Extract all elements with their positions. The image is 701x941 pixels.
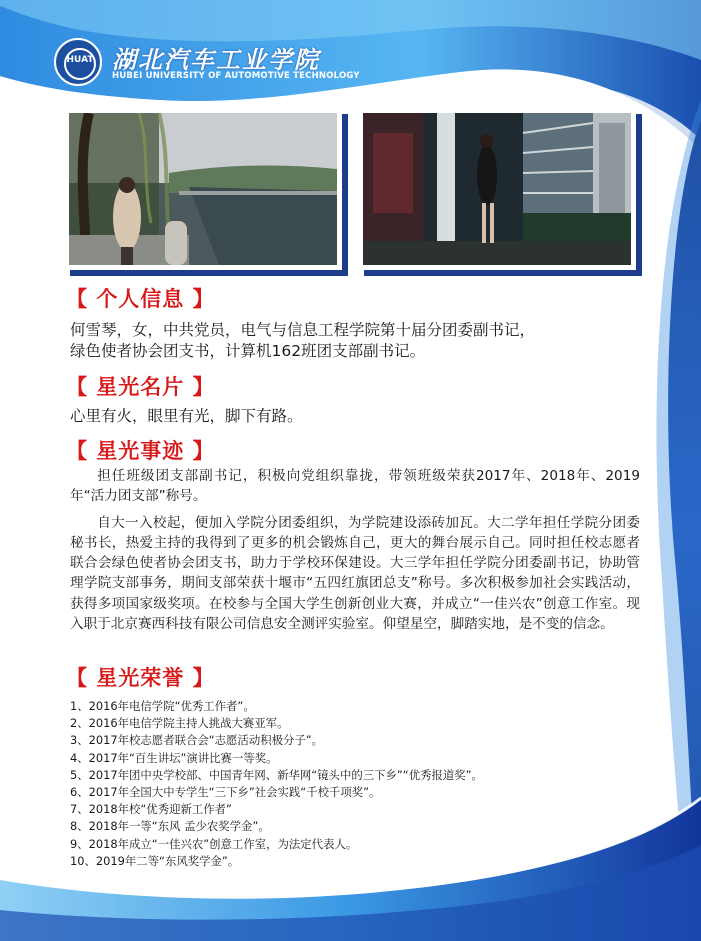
personal-info-text [70, 320, 670, 362]
honor-item: 5、2017年团中央学校部、中国青年网、新华网“镜头中的三下乡”“优秀报道奖”。 [70, 767, 483, 782]
star-story-text [70, 466, 640, 634]
section-heading-star-honors: 【 星光荣誉 】 [66, 666, 215, 690]
photo-frame-lake [64, 108, 342, 270]
honor-item: 3、2017年校志愿者联合会“志愿活动积极分子”。 [70, 733, 324, 748]
honor-item: 4、2017年“百生讲坛”演讲比赛一等奖。 [70, 750, 278, 765]
star-story-paragraph-2: 自大一入校起，便加入学院分团委组织，为学院建设添砖加瓦。大二学年担任学院分团委秘书长，热爱主持的我得到了更多的机会锻炼自己，更大的舞台展示自己。同时担任校志愿者联合会绿色使者协会团支书，助力于学校环保建设。大三学年担任学院分团委副书记，协助管理学院支部事务，期间支部荣获十堰市“五四红旗团总支”称号。多次积极参加社会实践活动，获得多项国家级奖项。在校参与全国大学生创新创业大赛，并成立“一佳兴农”创意工作室。现入职于北京赛西科技有限公司信息安全测评实验室。仰望星空，脚踏实地，是不变的信念。 [70, 514, 640, 633]
honor-item: 10、2019年二等“东风奖学金”。 [70, 853, 240, 868]
star-card-text: 心里有火，眼里有光，脚下有路。 [70, 407, 303, 425]
honor-item: 6、2017年全国大中专学生“三下乡”社会实践“千校千项奖”。 [70, 785, 381, 800]
section-heading-personal-info: 【 个人信息 】 [66, 287, 215, 311]
university-name: 湖北汽车工业学院 [112, 45, 320, 74]
honor-item: 7、2018年校“优秀迎新工作者” [70, 802, 232, 817]
photo-frame-glass-building [358, 108, 636, 270]
personal-info-line-2: 绿色使者协会团支书，计算机162班团支部副书记。 [70, 342, 426, 360]
university-logo-icon [54, 38, 102, 86]
photo-lakeside-portrait [69, 113, 337, 265]
photo-glass-building-portrait [363, 113, 631, 265]
honor-item: 2、2016年电信学院主持人挑战大赛亚军。 [70, 716, 289, 731]
honors-list [70, 698, 650, 870]
honor-item: 9、2018年成立“一佳兴农”创意工作室，为法定代表人。 [70, 836, 358, 851]
honor-item: 8、2018年一等“东风 孟少农奖学金”。 [70, 819, 270, 834]
logo-text: HUAT [66, 55, 94, 65]
section-heading-star-story: 【 星光事迹 】 [66, 439, 215, 463]
personal-info-line-1: 何雪琴，女，中共党员，电气与信息工程学院第十届分团委副书记， [70, 321, 536, 339]
honor-item: 1、2016年电信学院“优秀工作者”。 [70, 699, 255, 713]
university-name-en: HUBEI UNIVERSITY OF AUTOMOTIVE TECHNOLOGY [112, 71, 360, 81]
section-heading-star-card: 【 星光名片 】 [66, 375, 215, 399]
star-story-paragraph-1: 担任班级团支部副书记，积极向党组织靠拢，带领班级荣获2017年、2018年、2019年“活力团支部”称号。 [70, 468, 640, 505]
